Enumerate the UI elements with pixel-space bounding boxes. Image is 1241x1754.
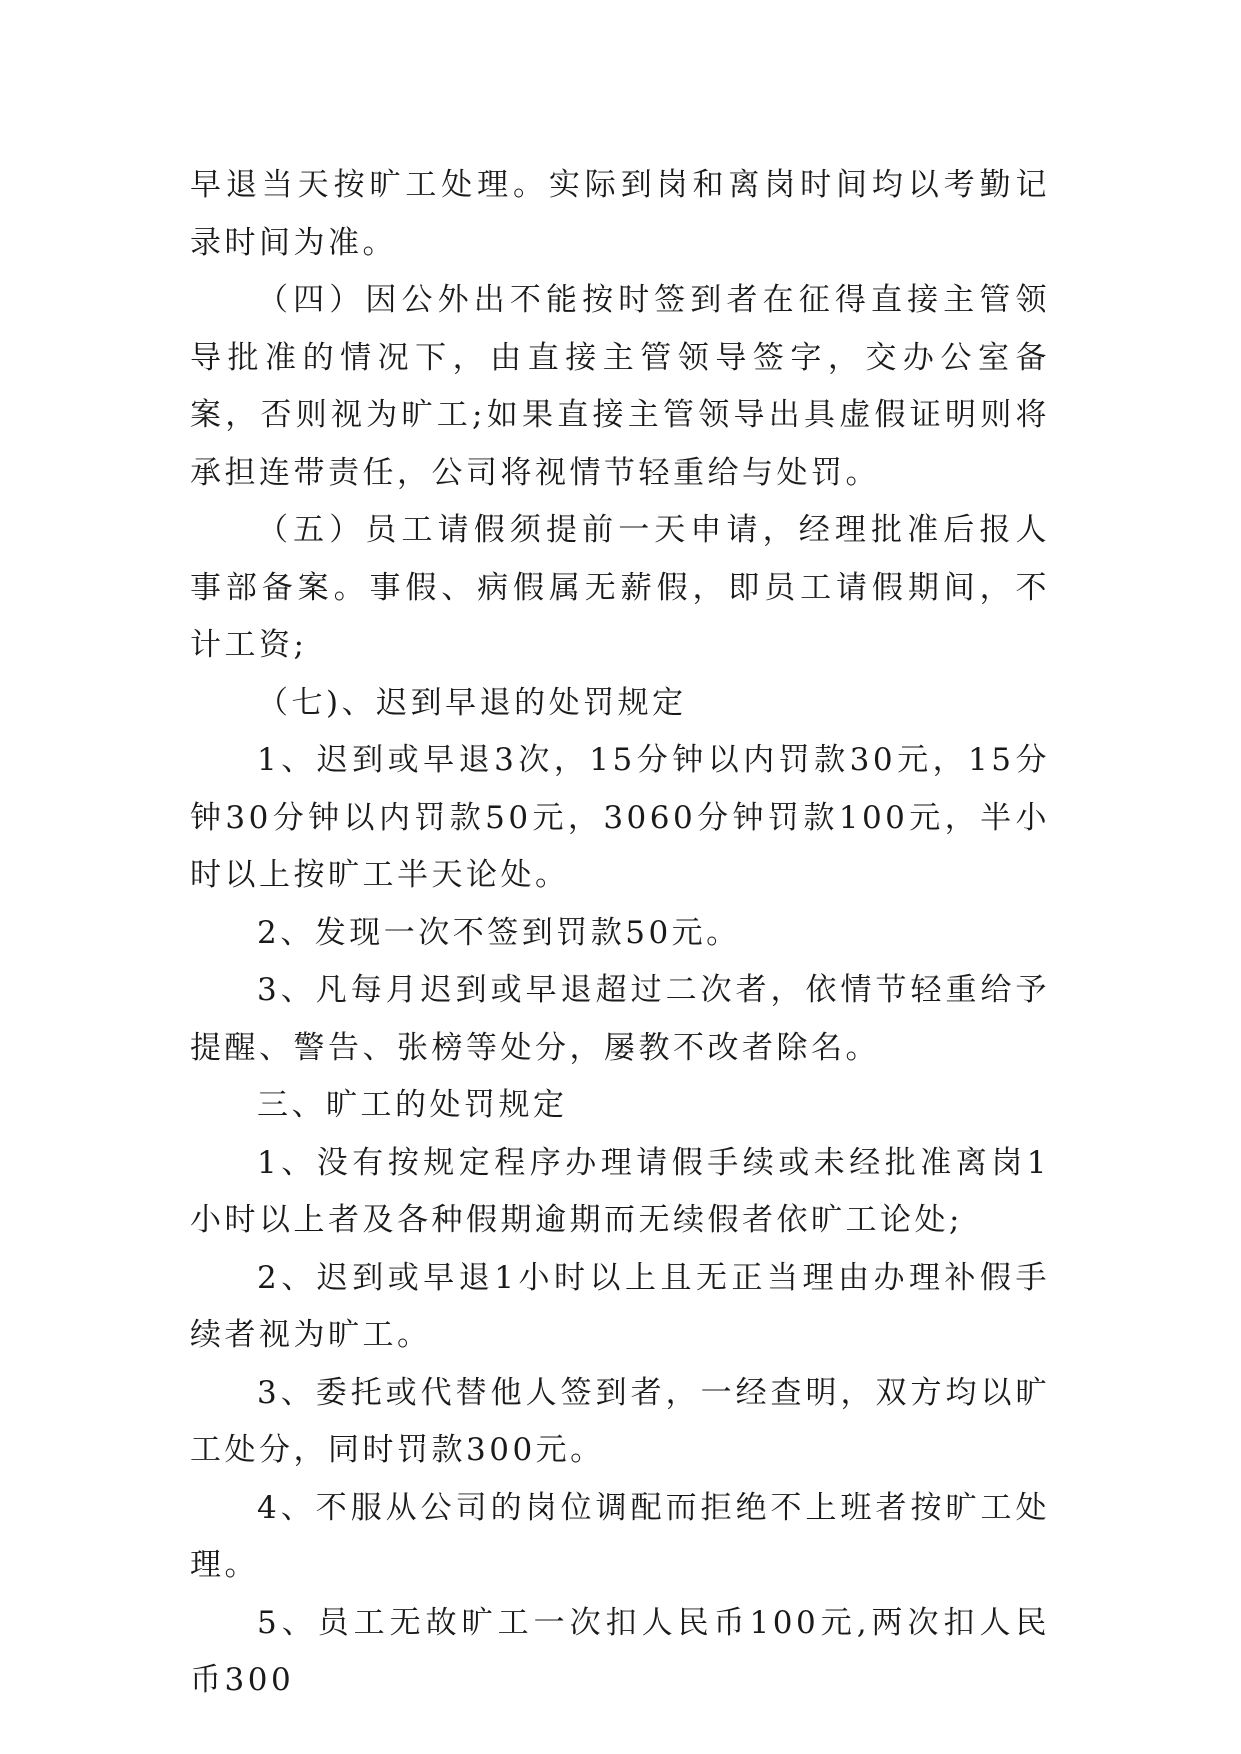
paragraph-absence-rule-4: 4、不服从公司的岗位调配而拒绝不上班者按旷工处理。 <box>190 1489 1050 1583</box>
paragraph-late-rule-1: 1、迟到或早退3次，15分钟以内罚款30元，15分钟30分钟以内罚款50元，3060分钟罚款100元，半小时以上按旷工半天论处。 <box>190 742 1050 893</box>
document-body <box>190 157 1050 1710</box>
paragraph-absence-rule-1: 1、没有按规定程序办理请假手续或未经批准离岗1小时以上者及各种假期逾期而无续假者依旷工论处; <box>190 1144 1050 1238</box>
heading-late-early-penalty: （七)、迟到早退的处罚规定 <box>257 684 687 721</box>
paragraph-late-rule-3: 3、凡每月迟到或早退超过二次者，依情节轻重给予提醒、警告、张榜等处分，屡教不改者除名。 <box>190 972 1050 1066</box>
paragraph-late-rule-2: 2、发现一次不签到罚款50元。 <box>257 914 741 951</box>
paragraph-attendance-time: 早退当天按旷工处理。实际到岗和离岗时间均以考勤记录时间为准。 <box>190 167 1050 261</box>
paragraph-absence-rule-2: 2、迟到或早退1小时以上且无正当理由办理补假手续者视为旷工。 <box>190 1259 1050 1353</box>
paragraph-absence-rule-5: 5、员工无故旷工一次扣人民币100元,两次扣人民币300 <box>190 1604 1050 1698</box>
paragraph-clause-4: （四）因公外出不能按时签到者在征得直接主管领导批准的情况下，由直接主管领导签字，交办公室备案，否则视为旷工;如果直接主管领导出具虚假证明则将承担连带责任，公司将视情节轻重给与处罚。 <box>190 282 1050 491</box>
paragraph-absence-rule-3: 3、委托或代替他人签到者，一经查明，双方均以旷工处分，同时罚款300元。 <box>190 1374 1050 1468</box>
paragraph-clause-5: （五）员工请假须提前一天申请，经理批准后报人事部备案。事假、病假属无薪假，即员工请假期间，不计工资; <box>190 512 1050 663</box>
heading-absence-penalty: 三、旷工的处罚规定 <box>257 1087 568 1123</box>
